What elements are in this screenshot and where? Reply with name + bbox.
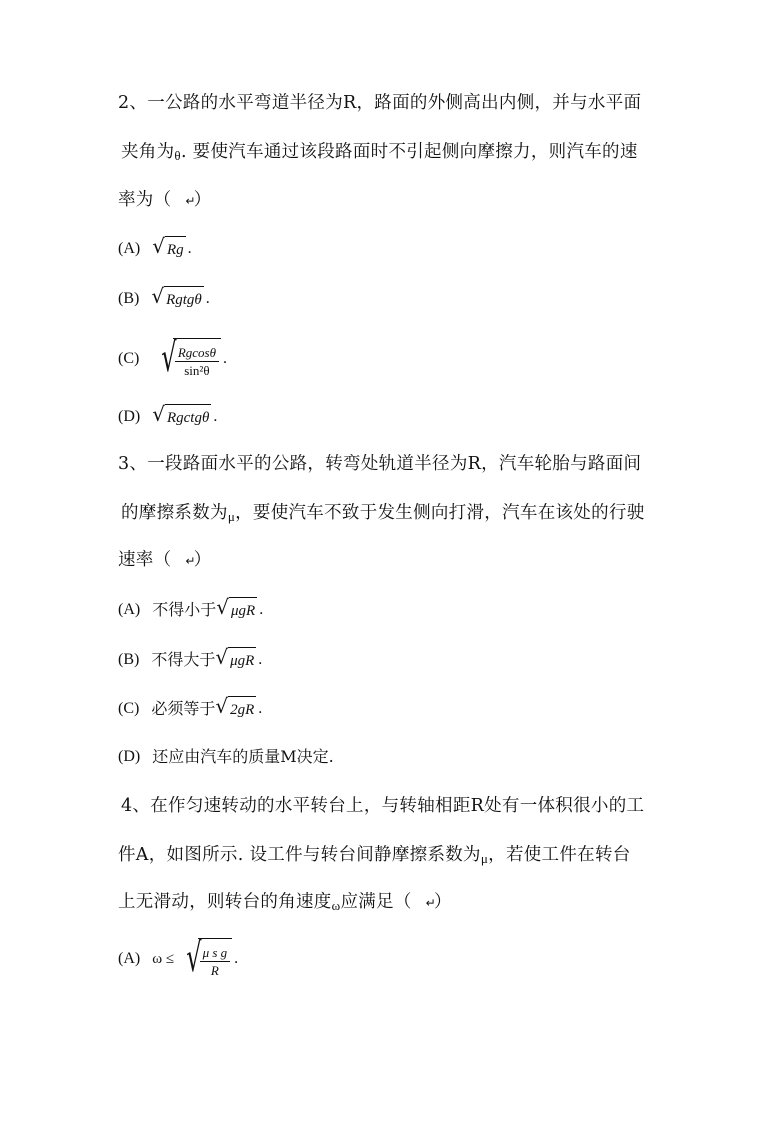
option-label: (D): [118, 748, 141, 765]
q4-line-2-text-b: ，若使工件在转台: [488, 845, 631, 865]
q3-option-c: (C) 必须等于 √ 2gR .: [118, 696, 262, 722]
sqrt-expression: √ Rg: [152, 236, 185, 262]
theta-symbol: θ: [174, 148, 181, 163]
q4-option-a: (A) ω ≤ √ $\frac{\text{μ s g}}{R}$ .: [118, 935, 239, 981]
sqrt-fraction-expression: √ $\frac{\text{μ s g}}{R}$: [176, 938, 232, 979]
q4-close-paren: ）: [434, 892, 452, 912]
q4-line-1: 4、在作匀速转动的水平转台上，与转轴相距R处有一体积很小的工: [121, 796, 645, 816]
q3-close-paren: ）: [193, 550, 212, 570]
q3-option-b: (B) 不得大于 √ μgR .: [118, 647, 262, 673]
q4-line-2-text-a: 件A，如图所示. 设工件与转台间静摩擦系数为: [118, 845, 481, 865]
sqrt-expression: √ Rgctgθ: [152, 404, 211, 430]
q2-line-2: [121, 140, 638, 168]
q4-line-3-text-a: 上无滑动，则转台的角速度: [118, 892, 332, 912]
mu-symbol: μ: [480, 851, 489, 866]
q2-line-1: 2、一公路的水平弯道半径为R，路面的外侧高出内侧，并与水平面: [118, 93, 642, 113]
option-label: (C): [118, 700, 140, 717]
sqrt-expression: √ Rgtgθ: [151, 286, 203, 312]
sqrt-expression: √ μgR: [215, 647, 256, 673]
q2-line-2-text-b: . 要使汽车通过该段路面时不引起侧向摩擦力，则汽车的速: [180, 142, 638, 162]
q3-line-1: 3、一段路面水平的公路，转弯处轨道半径为R，汽车轮胎与路面间: [118, 454, 642, 474]
q4-line-3: [118, 890, 452, 918]
omega-symbol: ω: [331, 898, 341, 913]
option-label: (B): [118, 290, 140, 307]
q3-line-2: [121, 501, 645, 529]
q4-line-3-text-b: 应满足（: [340, 892, 412, 912]
q2-line-2-text-a: 夹角为: [121, 142, 175, 162]
return-mark-icon: ↵: [185, 554, 196, 568]
option-label: (D): [118, 408, 141, 425]
option-text: 不得大于: [151, 650, 216, 669]
option-label: (A): [118, 949, 141, 967]
sqrt-expression: √ 2gR: [215, 696, 256, 722]
q3-line-2-text-a: 的摩擦系数为: [121, 503, 228, 523]
q3-line-2-text-b: ，要使汽车不致于发生侧向打滑，汽车在该处的行驶: [235, 503, 645, 523]
omega-inequality: ω ≤: [152, 950, 175, 967]
mu-symbol: μ: [227, 509, 236, 524]
q2-option-c: (C) √ $\frac{Rgcos\theta}{\text{sin²θ}}$ .: [118, 335, 227, 381]
sqrt-expression: √ μgR: [216, 597, 257, 623]
q2-option-d: (D) √ Rgctgθ .: [118, 404, 217, 430]
q2-option-b: (B) √ Rgtgθ .: [118, 286, 210, 312]
q2-line-3-text: 率为（: [118, 190, 172, 210]
return-mark-icon: ↵: [185, 194, 196, 208]
option-label: (A): [118, 601, 141, 618]
q3-line-3-text: 速率（: [118, 550, 172, 570]
option-label: (A): [118, 240, 141, 257]
q2-line-3: [118, 188, 212, 213]
option-text: 还应由汽车的质量M决定.: [152, 747, 334, 766]
q2-option-a: (A) √ Rg .: [118, 236, 192, 262]
q3-option-d: [118, 745, 334, 769]
q3-option-a: (A) 不得小于 √ μgR .: [118, 597, 263, 623]
return-mark-icon: ↵: [425, 896, 437, 910]
q4-line-2: [118, 843, 631, 871]
q3-line-3: [118, 548, 212, 573]
option-text: 必须等于: [151, 699, 216, 718]
option-text: 不得小于: [152, 600, 217, 619]
option-label: (B): [118, 651, 140, 668]
sqrt-fraction-expression: √ $\frac{Rgcos\theta}{\text{sin²θ}}$: [151, 338, 221, 379]
q2-close-paren: ）: [193, 190, 212, 210]
option-label: (C): [118, 349, 140, 367]
